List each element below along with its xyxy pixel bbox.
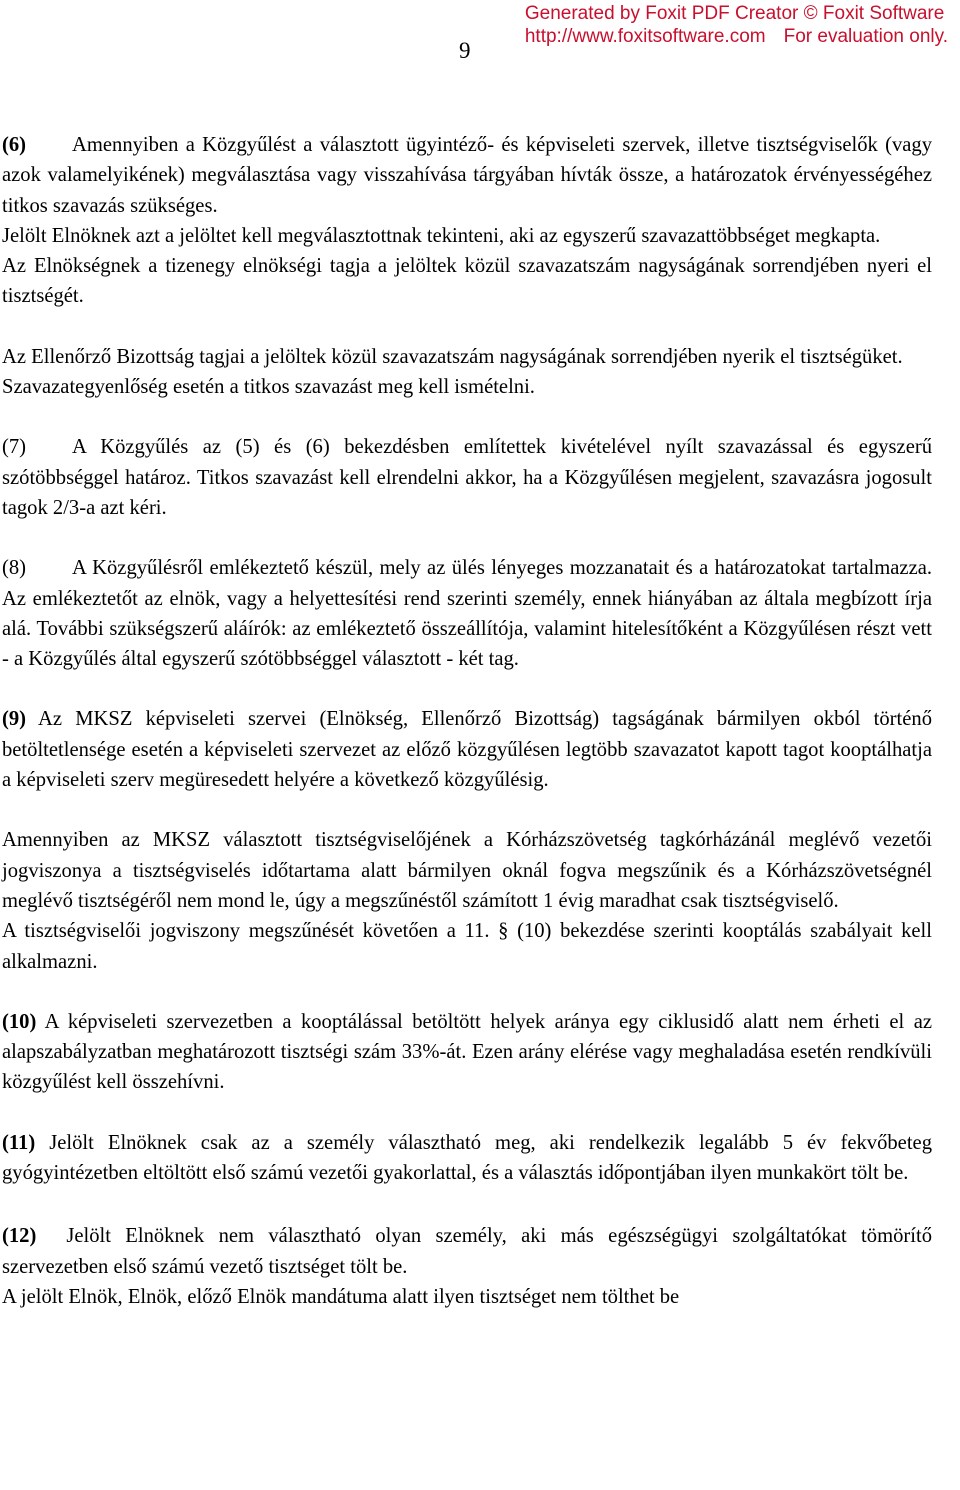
- paragraph-9-c: [2, 916, 932, 977]
- paragraph-6: [2, 130, 932, 221]
- paragraph-10-text: A képviseleti szervezetben a kooptálással betöltött helyek aránya egy ciklusidő alatt nem érheti el az alapszabályzatban meghatározott tisztségi szám 33%-át. Ezen arány elérése vagy meghaladása esetén rendkívüli közgyűlést kell összehívni.: [2, 1010, 933, 1094]
- paragraph-9-c-text-b: (10) bekezdése szerinti kooptálás szabályait kell alkalmazni.: [2, 920, 933, 973]
- paragraph-8-text: A Közgyűlésről emlékeztető készül, mely az ülés lényeges mozzanatait és a határozatokat tartalmazza. Az emlékeztetőt az elnök, vagy a helyettesítési rend szerinti személy, ennek hiányában az általa megbízott írja alá. További szükségszerű aláírók: az emlékeztető összeállítója, valamint hitelesítőként a Közgyűlésen részt vett - a Közgyűlés által egyszerű szótöbbséggel választott - két tag.: [2, 557, 932, 671]
- paragraph-7-text: A Közgyűlés az (5) és (6) bekezdésben említettek kivételével nyílt szavazással és egyszerű szótöbbséggel határoz. Titkos szavazást kell elrendelni akkor, ha a Közgyűlésen megjelent, szavazásra jogosult tagok 2/3-a azt kéri.: [2, 436, 932, 519]
- paragraph-9-text: Az MKSZ képviseleti szervei (Elnökség, Ellenőrző Bizottság) tagságának bármilyen okból történő betöltetlensége esetén a képviseleti szervezet az előző közgyűlésen legtöbb szavazatot kapott tagot kooptálhatja a képviseleti szerv megüresedett helyére a következő közgyűlésig.: [2, 708, 932, 792]
- paragraph-10: [2, 1007, 932, 1098]
- document-body: [2, 130, 932, 1312]
- paragraph-12: [2, 1221, 932, 1282]
- paragraph-12-b: A jelölt Elnök, Elnök, előző Elnök mandátuma alatt ilyen tisztséget nem tölthet be: [2, 1285, 680, 1308]
- section-number-8: (8): [2, 557, 27, 580]
- paragraph-6-e: Szavazategyenlőség esetén a titkos szavazást meg kell ismételni.: [2, 376, 535, 399]
- paragraph-11-text: Jelölt Elnöknek csak az a személy választható meg, aki rendelkezik legalább 5 év fekvőbeteg gyógyintézetben eltöltött első számú vezetői gyakorlattal, és a választás időpontjában ilyen munkakört tölt be.: [2, 1131, 932, 1185]
- paragraph-8: [2, 553, 932, 674]
- paragraph-6-text-a: Amennyiben a Közgyűlést a választott ügyintéző- és képviseleti szervek, illetve tisztségviselők (vagy azok valamelyikének) megválasztása vagy visszahívása tárgyában hívták össze, a határozatok érvényességéhez titkos szavazás szükséges.: [2, 134, 932, 217]
- section-number-10: (10): [2, 1010, 37, 1033]
- paragraph-7: [2, 432, 932, 523]
- section-number-7: (7): [2, 436, 27, 459]
- watermark-line1: Generated by Foxit PDF Creator © Foxit Software: [524, 3, 945, 24]
- paragraph-11: [2, 1128, 932, 1189]
- paragraph-6-b: Jelölt Elnöknek azt a jelöltet kell megválasztottnak tekinteni, aki az egyszerű szavazattöbbséget megkapta.: [2, 224, 881, 247]
- watermark-eval: For evaluation only.: [783, 26, 948, 47]
- section-number-11: (11): [2, 1131, 36, 1154]
- paragraph-6-d: Az Ellenőrző Bizottság tagjai a jelöltek közül szavazatszám nagyságának sorrendjében nyerik el tisztségüket.: [2, 345, 903, 368]
- section-sign: §: [498, 920, 509, 943]
- foxit-watermark: [525, 2, 948, 48]
- watermark-url: http://www.foxitsoftware.com: [524, 26, 766, 47]
- paragraph-6-c: Az Elnökségnek a tizenegy elnökségi tagja a jelöltek közül szavazatszám nagyságának sorrendjében nyeri el tisztségét.: [2, 255, 932, 308]
- section-number-6: (6): [2, 134, 27, 156]
- section-number-9: (9): [2, 708, 27, 731]
- watermark-line2: [525, 25, 948, 48]
- paragraph-9: [2, 704, 932, 795]
- section-number-12: (12): [2, 1225, 37, 1248]
- page-number: 9: [459, 38, 471, 63]
- paragraph-12-text: Jelölt Elnöknek nem választható olyan személy, aki más egészségügyi szolgáltatókat tömörítő szervezetben első számú vezető tisztséget tölt be.: [2, 1225, 932, 1278]
- paragraph-9-c-text-a: A tisztségviselői jogviszony megszűnését követően a 11.: [2, 920, 490, 943]
- paragraph-9-b: Amennyiben az MKSZ választott tisztségviselőjének a Kórházszövetség tagkórházánál meglévő vezetői jogviszonya a tisztségviselés időtartama alatt bármilyen oknál fogva megszűnik és a Kórházszövetségnél meglévő tisztségéről nem mond le, úgy a megszűnéstől számított 1 évig maradhat csak tisztségviselő.: [2, 829, 932, 912]
